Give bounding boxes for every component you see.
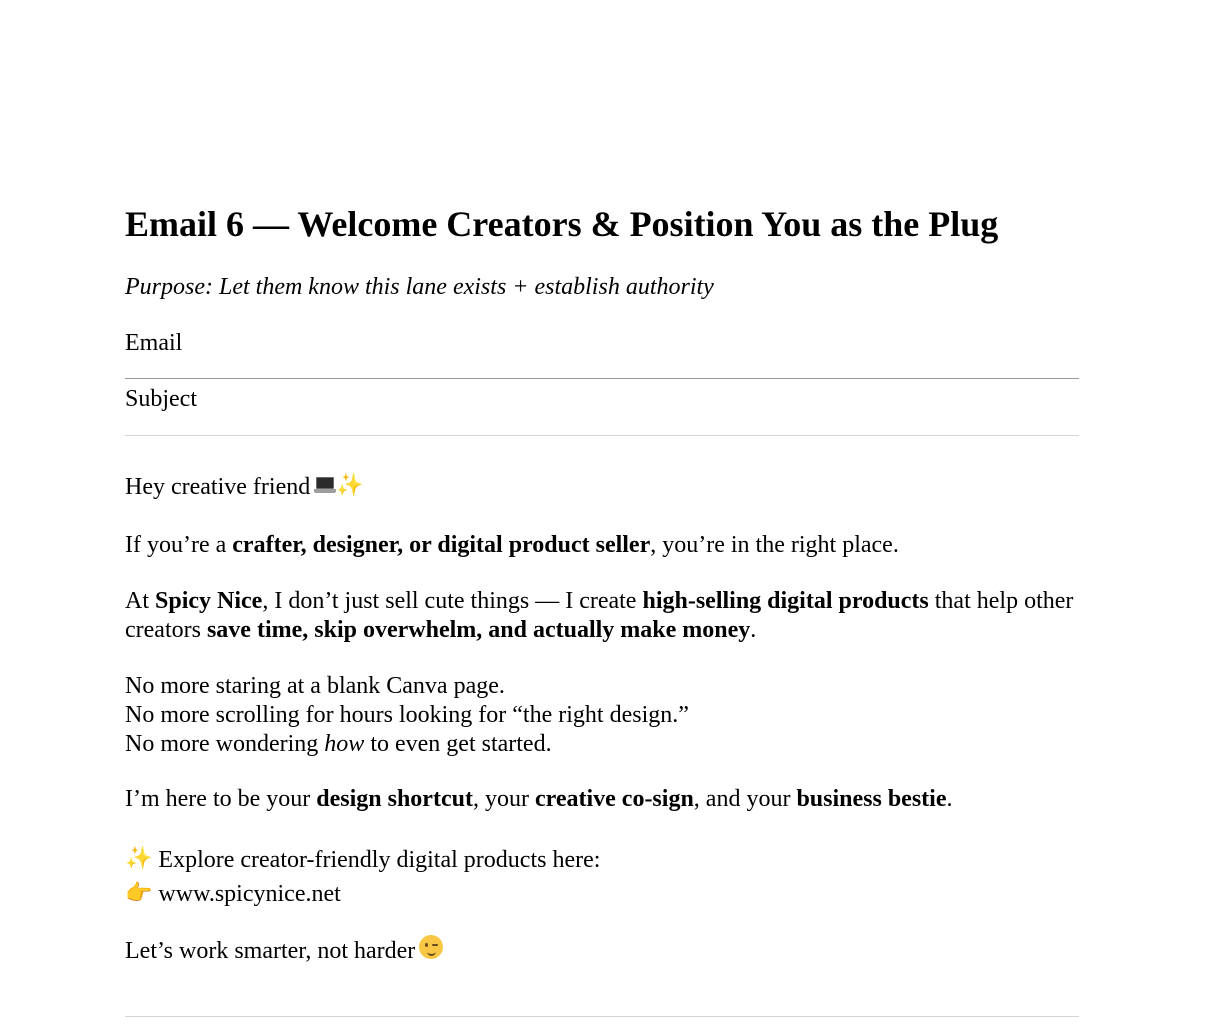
- divider: [125, 435, 1079, 436]
- explore-paragraph: [125, 842, 1079, 911]
- text-span: Let’s work smarter, not harder: [125, 938, 416, 964]
- text-span: to even get started.: [364, 731, 552, 757]
- winking-face-icon: [419, 935, 443, 959]
- greeting: [125, 471, 1079, 502]
- text-span: , you’re in the right place.: [650, 532, 899, 558]
- bold-text: crafter, designer, or digital product seller: [232, 532, 651, 558]
- text-line: No more scrolling for hours looking for “the right design.”: [125, 702, 689, 728]
- laptop-icon: [314, 477, 336, 493]
- italic-text: how: [324, 731, 365, 757]
- text-span: that help other creators: [125, 588, 1074, 643]
- closing-line: [125, 935, 1079, 966]
- text-span: .: [946, 786, 953, 812]
- brand-name: Spicy Nice: [155, 588, 263, 614]
- bold-text: business bestie: [796, 786, 947, 812]
- text-span: I’m here to be your: [125, 786, 317, 812]
- page-title: Email 6 — Welcome Creators & Position You as the Plug: [125, 204, 999, 244]
- bold-text: creative co-sign: [534, 786, 694, 812]
- purpose-note: Purpose: Let them know this lane exists + establish authority: [125, 274, 714, 300]
- greeting-text: Hey creative friend: [125, 474, 311, 500]
- subject-field-label: Subject: [125, 386, 197, 412]
- sparkles-icon: ✨: [336, 473, 364, 498]
- text-span: Explore creator-friendly digital products here:: [158, 847, 601, 873]
- text-span: .: [750, 617, 757, 643]
- bestie-paragraph: [125, 785, 1079, 814]
- pointing-hand-icon: 👉: [125, 881, 153, 906]
- website-link[interactable]: www.spicynice.net: [158, 881, 341, 907]
- text-line: No more staring at a blank Canva page.: [125, 673, 505, 699]
- sparkles-icon: ✨: [125, 846, 153, 871]
- text-span: , your: [472, 786, 535, 812]
- text-span: At: [125, 588, 155, 614]
- text-span: , I don’t just sell cute things — I create: [262, 588, 643, 614]
- text-span: No more wondering: [125, 731, 325, 757]
- bold-text: design shortcut: [316, 786, 473, 812]
- bold-text: save time, skip overwhelm, and actually make money: [206, 617, 751, 643]
- email-field-label: Email: [125, 330, 183, 356]
- brand-paragraph: [125, 587, 1079, 645]
- intro-paragraph: [125, 531, 1079, 560]
- divider: [125, 378, 1079, 379]
- text-span: If you’re a: [125, 532, 233, 558]
- text-span: , and your: [693, 786, 797, 812]
- no-more-paragraph: [125, 672, 1079, 759]
- bold-text: high-selling digital products: [642, 588, 929, 614]
- divider: [125, 1016, 1079, 1017]
